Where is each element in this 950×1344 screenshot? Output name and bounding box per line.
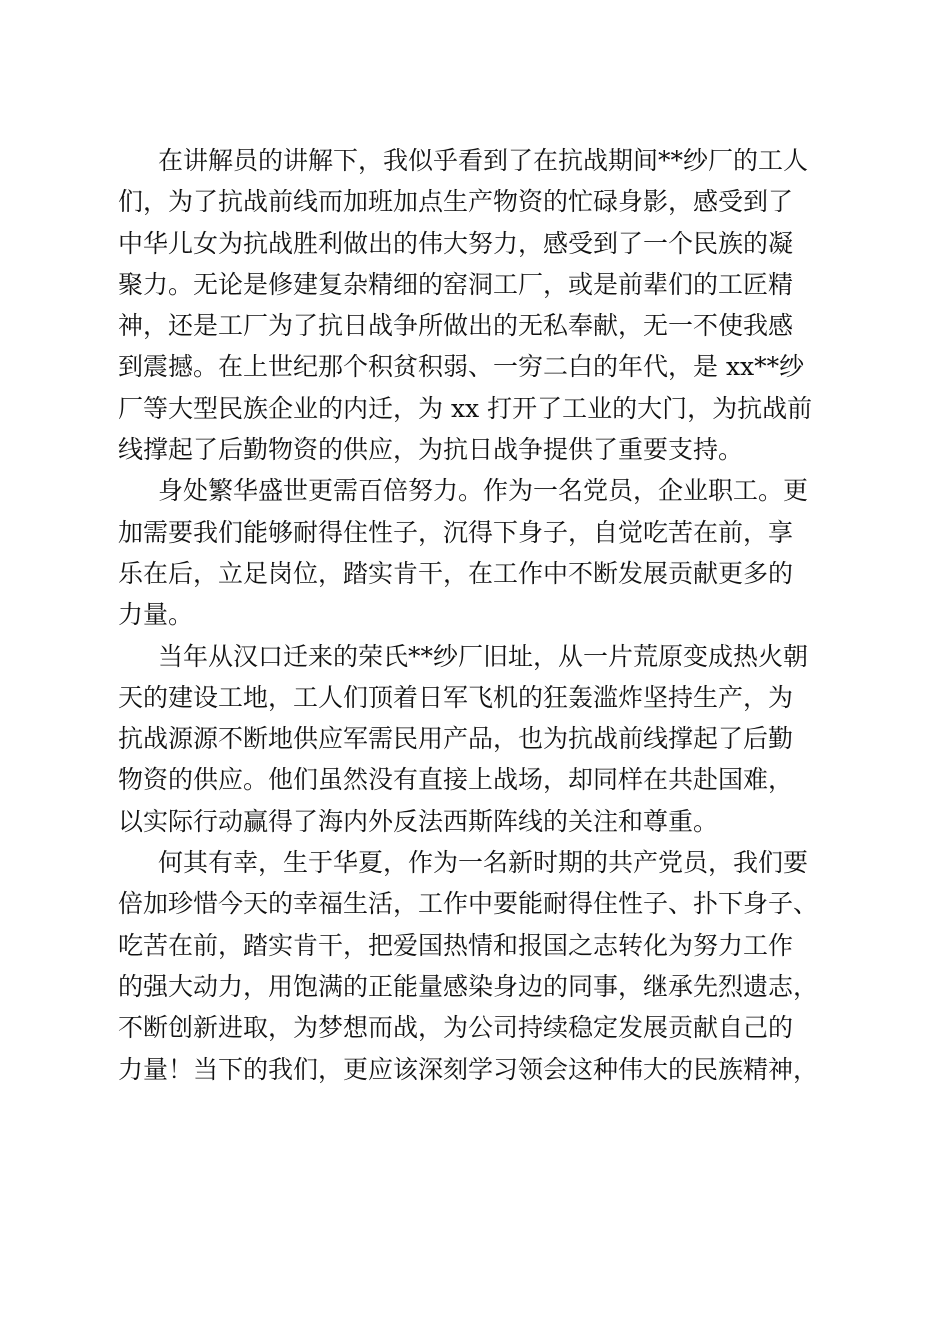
text-line: 不断创新进取，为梦想而战，为公司持续稳定发展贡献自己的 <box>118 1013 794 1043</box>
text-line: 身处繁华盛世更需百倍努力。作为一名党员，企业职工。更 <box>158 476 809 506</box>
text-line: 线撑起了后勤物资的供应，为抗日战争提供了重要支持。 <box>118 435 744 465</box>
text-line: 何其有幸，生于华夏，作为一名新时期的共产党员，我们要 <box>158 848 809 878</box>
text-line: 聚力。无论是修建复杂精细的窑洞工厂，或是前辈们的工匠精 <box>118 269 794 299</box>
text-line: 力量。 <box>118 600 194 630</box>
text-line: 的强大动力，用饱满的正能量感染身边的同事，继承先烈遗志， <box>118 971 819 1001</box>
paragraph-4 <box>118 842 838 1090</box>
paragraph-2 <box>118 470 838 635</box>
text-line: 到震撼。在上世纪那个积贫积弱、一穷二白的年代，是 xx**纱 <box>118 352 805 382</box>
text-line: 物资的供应。他们虽然没有直接上战场，却同样在共赴国难， <box>118 765 794 795</box>
text-line: 吃苦在前，踏实肯干，把爱国热情和报国之志转化为努力工作 <box>118 930 794 960</box>
text-line: 们，为了抗战前线而加班加点生产物资的忙碌身影，感受到了 <box>118 187 794 217</box>
text-line: 以实际行动赢得了海内外反法西斯阵线的关注和尊重。 <box>118 806 719 836</box>
text-line: 倍加珍惜今天的幸福生活，工作中要能耐得住性子、扑下身子、 <box>118 889 819 919</box>
paragraph-3 <box>118 636 838 842</box>
text-line: 乐在后，立足岗位，踏实肯干，在工作中不断发展贡献更多的 <box>118 558 794 588</box>
text-line: 中华儿女为抗战胜利做出的伟大努力，感受到了一个民族的凝 <box>118 228 794 258</box>
text-line: 力量！当下的我们，更应该深刻学习领会这种伟大的民族精神， <box>118 1054 819 1084</box>
text-line: 加需要我们能够耐得住性子，沉得下身子，自觉吃苦在前，享 <box>118 517 794 547</box>
text-line: 在讲解员的讲解下，我似乎看到了在抗战期间**纱厂的工人 <box>158 146 809 175</box>
document-page <box>118 140 838 1090</box>
paragraph-1 <box>118 140 838 470</box>
text-line: 抗战源源不断地供应军需民用产品，也为抗战前线撑起了后勤 <box>118 724 794 754</box>
text-line: 厂等大型民族企业的内迁，为 xx 打开了工业的大门，为抗战前 <box>118 393 813 423</box>
text-line: 当年从汉口迁来的荣氏**纱厂旧址，从一片荒原变成热火朝 <box>158 641 809 671</box>
text-line: 神，还是工厂为了抗日战争所做出的无私奉献，无一不使我感 <box>118 311 794 341</box>
text-line: 天的建设工地，工人们顶着日军飞机的狂轰滥炸坚持生产，为 <box>118 682 794 712</box>
